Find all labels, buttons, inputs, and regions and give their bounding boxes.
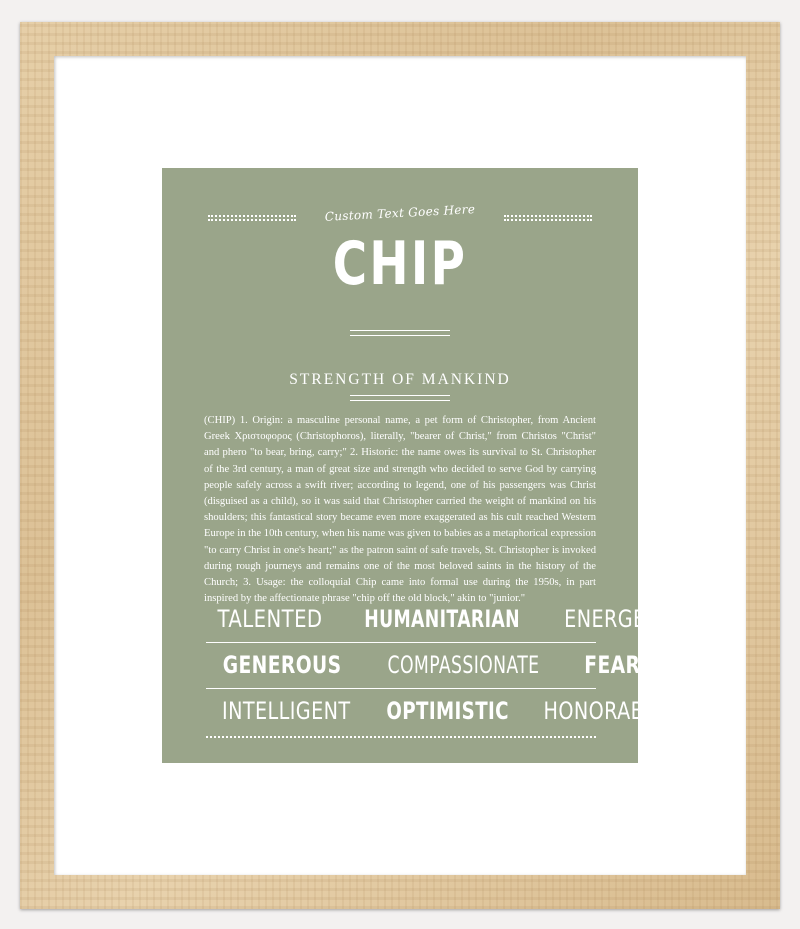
- trait-word: COMPASSIONATE: [387, 651, 540, 679]
- trait-row: [206, 694, 668, 728]
- mat-board: [54, 56, 746, 875]
- trait-word: HONORABLE: [543, 697, 668, 725]
- trait-word: HUMANITARIAN: [364, 605, 520, 633]
- rule-bottom-2: [350, 400, 450, 401]
- trait-divider: [206, 688, 596, 689]
- trait-row: [206, 648, 693, 682]
- trait-word: OPTIMISTIC: [385, 697, 509, 725]
- rule-top-2: [350, 335, 450, 336]
- custom-text: Custom Text Goes Here: [324, 202, 476, 224]
- name-meaning: STRENGTH OF MANKIND: [289, 371, 511, 388]
- name-definition: (CHIP) 1. Origin: a masculine personal name, a pet form of Christopher, from Ancient Greek Χριστοφορος (Christophoros), literally, "bearer of Christ," from Christos "Christ" and phero "to bear, bring, carry;" 2. Historic: the name owes its survival to St. Christopher of the 3rd century, a man of great size and strength who decided to serve God by carrying people safely across a swift river; according to legend, one of his passengers was Christ (disguised as a child), so it was said that Christopher carried the weight of mankind on his shoulders; this fantastical story became even more exaggerated as his cult reached Western Europe in the 10th century, when his name was given to babies as a metaphorical expression "to carry Christ in one's heart;" as the patron saint of safe travels, St. Christopher is invoked during rough journeys and remains one of the most beloved saints in the history of the Church; 3. Usage: the colloquial Chip came into formal use during the 1950s, in part inspired by the affectionate phrase "chip off the old block," akin to "junior.": [204, 415, 596, 605]
- rule-top-1: [350, 330, 450, 331]
- custom-text-row: [162, 202, 638, 226]
- dotted-divider-right: [504, 215, 592, 221]
- name-print: [162, 168, 693, 763]
- trait-word: ENERGETIC: [564, 605, 678, 633]
- trait-word: FEARLESS: [584, 651, 693, 679]
- trait-word: TALENTED: [217, 605, 323, 633]
- rule-bottom-1: [350, 395, 450, 396]
- print-name-title: CHIP: [332, 229, 468, 299]
- trait-divider: [206, 642, 596, 643]
- trait-word: INTELLIGENT: [222, 697, 351, 725]
- trait-word: GENEROUS: [222, 651, 342, 679]
- picture-frame: [20, 22, 780, 909]
- dotted-divider-bottom: [206, 736, 596, 738]
- trait-row: [206, 602, 678, 636]
